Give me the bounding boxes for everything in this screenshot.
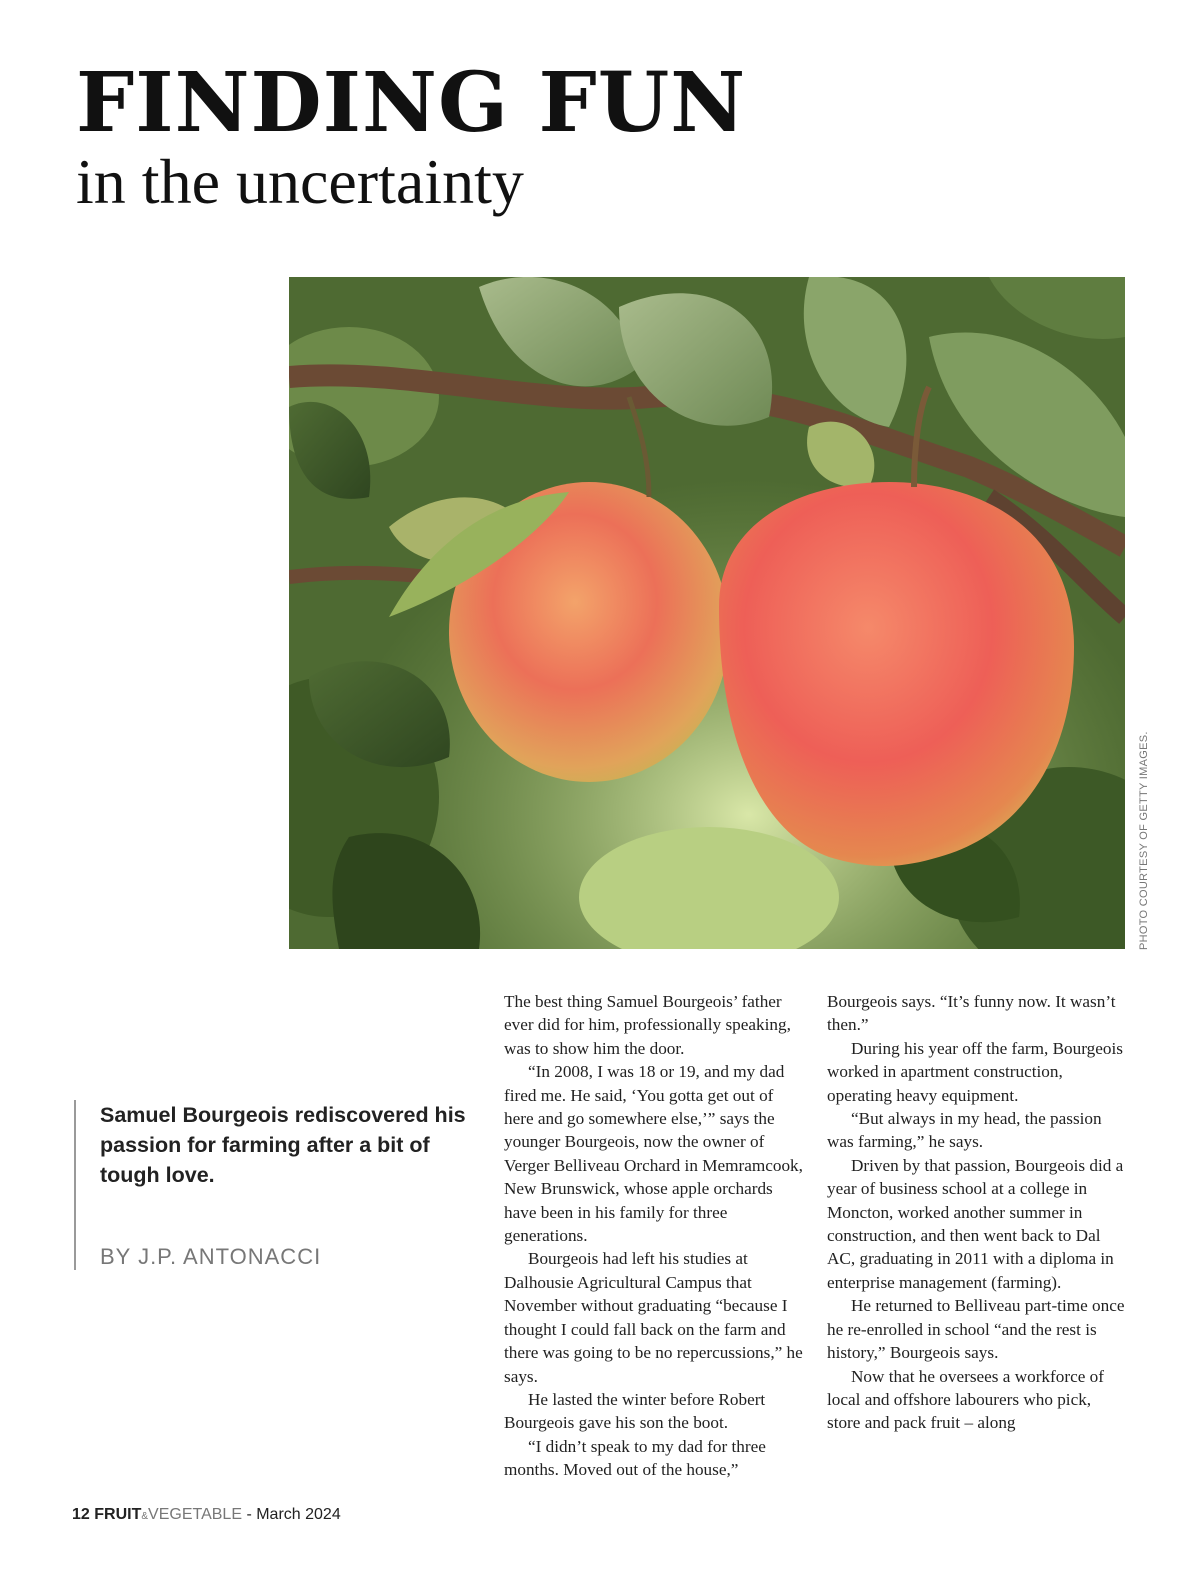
paragraph: Driven by that passion, Bourgeois did a year of business school at a college in Moncton, worked another summer in construction, and then went back to Dal AC, graduating in 2011 with a diploma in enterprise management (farming). <box>827 1155 1124 1292</box>
article-subheadline: in the uncertainty <box>76 146 524 217</box>
paragraph: “I didn’t speak to my dad for three months. Moved out of the house,” <box>504 1436 766 1480</box>
magazine-name-fruit: FRUIT <box>94 1506 142 1523</box>
magazine-name-vegetable: VEGETABLE <box>148 1506 242 1523</box>
apple-photo <box>289 277 1125 949</box>
footer-separator: - <box>242 1506 257 1523</box>
pull-quote <box>74 1100 484 1270</box>
page-number: 12 <box>72 1506 90 1523</box>
paragraph: “But always in my head, the passion was farming,” he says. <box>827 1109 1102 1152</box>
paragraph: “In 2008, I was 18 or 19, and my dad fired me. He said, ‘You gotta get out of here and go somewhere else,’” says the younger Bourgeois, now the owner of Verger Belliveau Orchard in Memramcook, New Brunswick, whose apple orchards have been in his family for three generations. <box>504 1062 803 1246</box>
page-footer <box>72 1506 341 1524</box>
paragraph: He returned to Belliveau part-time once he re-enrolled in school “and the rest is history,” Bourgeois says. <box>827 1296 1125 1363</box>
issue-date: March 2024 <box>256 1506 341 1523</box>
body-column-1 <box>504 990 804 1482</box>
paragraph: The best thing Samuel Bourgeois’ father ever did for him, professionally speaking, was to show him the door. <box>504 992 791 1058</box>
paragraph: Now that he oversees a workforce of local and offshore labourers who pick, store and pack fruit – along <box>827 1366 1104 1433</box>
byline: BY J.P. ANTONACCI <box>100 1244 322 1269</box>
body-column-2 <box>827 990 1127 1435</box>
paragraph: During his year off the farm, Bourgeois worked in apartment construction, operating heavy equipment. <box>827 1038 1123 1105</box>
paragraph: He lasted the winter before Robert Bourgeois gave his son the boot. <box>504 1389 766 1433</box>
magazine-name-amp: & <box>141 1511 149 1522</box>
paragraph: Bourgeois says. “It’s funny now. It wasn’t then.” <box>827 992 1116 1035</box>
photo-credit: PHOTO COURTESY OF GETTY IMAGES. <box>1138 731 1150 950</box>
article-deck: Samuel Bourgeois rediscovered his passion for farming after a bit of tough love. <box>100 1103 466 1187</box>
paragraph: Bourgeois had left his studies at Dalhousie Agricultural Campus that November without graduating “because I thought I could fall back on the farm and there was going to be no repercussions,” he says. <box>504 1249 803 1386</box>
article-headline: FINDING FUN <box>76 55 747 151</box>
